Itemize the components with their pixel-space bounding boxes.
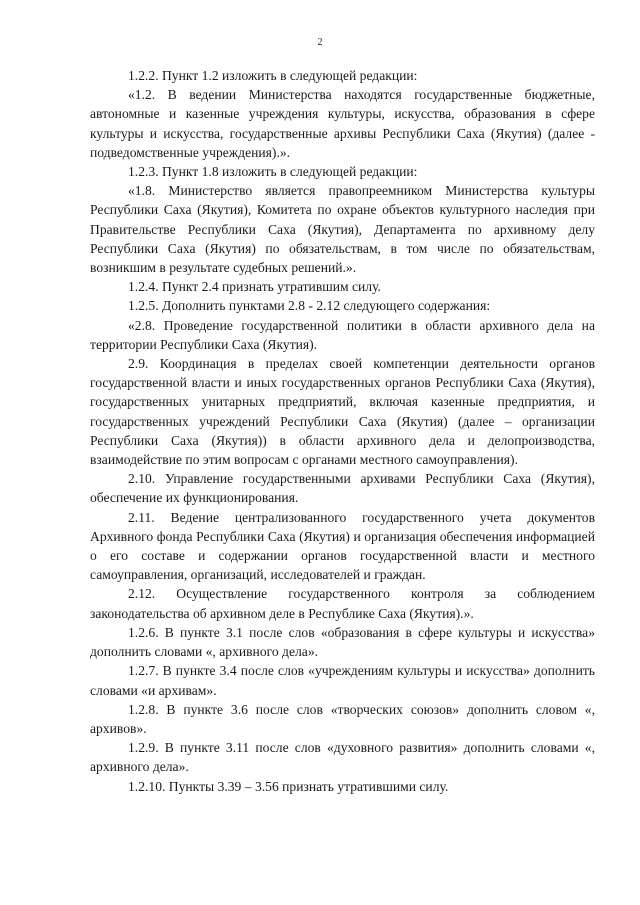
- paragraph-2-10: 2.10. Управление государственными архивами Республики Саха (Якутия), обеспечение их функционирования.: [90, 471, 595, 506]
- paragraph-1-2-6: 1.2.6. В пункте 3.1 после слов «образования в сфере культуры и искусства» дополнить словами «, архивного дела».: [90, 624, 595, 660]
- paragraph-2-11: 2.11. Ведение централизованного государственного учета документов Архивного фонда Республики Саха (Якутия) и организация обеспечения информацией о его составе и содержании органов государственной власти и местного самоуправления, организаций, исследователей и граждан.: [90, 509, 595, 583]
- paragraph-1-2-8: 1.2.8. В пункте 3.6 после слов «творческих союзов» дополнить словом «, архивов».: [90, 701, 595, 736]
- paragraph-quote-1-2: «1.2. В ведении Министерства находятся государственные бюджетные, автономные и казенные учреждения культуры, искусства, образования в сфере культуры и искусства, государственные архивы Республики Саха (Якутия) (далее - подведомственные учреждения).».: [90, 87, 595, 160]
- paragraph-1-2-5: 1.2.5. Дополнить пунктами 2.8 - 2.12 следующего содержания:: [128, 298, 491, 314]
- paragraph-1-2-7: 1.2.7. В пункте 3.4 после слов «учреждениям культуры и искусства» дополнить словами «и архивам».: [90, 663, 595, 698]
- paragraph-quote-2-8: «2.8. Проведение государственной политики в области архивного дела на территории Республики Саха (Якутия).: [90, 317, 595, 352]
- paragraph-2-9: 2.9. Координация в пределах своей компетенции деятельности органов государственной власти и иных государственных органов Республики Саха (Якутия), государственных унитарных предприятий, включая казенные предприятия, и государственных учреждений Республики Саха (Якутия) (далее – организации Республики Саха (Якутия)) в области архивного дела и делопроизводства, взаимодействие по этим вопросам с органами местного самоуправления).: [90, 356, 595, 468]
- document-body: [90, 66, 595, 796]
- paragraph-2-12: 2.12. Осуществление государственного контроля за соблюдением законодательства об архивном деле в Республике Саха (Якутия).».: [90, 586, 595, 621]
- paragraph-1-2-3: 1.2.3. Пункт 1.8 изложить в следующей редакции:: [128, 164, 418, 180]
- paragraph-1-2-2: 1.2.2. Пункт 1.2 изложить в следующей редакции:: [128, 68, 418, 83]
- paragraph-1-2-10: 1.2.10. Пункты 3.39 – 3.56 признать утратившими силу.: [128, 778, 449, 794]
- paragraph-1-2-4: 1.2.4. Пункт 2.4 признать утратившим силу.: [128, 279, 381, 295]
- page-number: 2: [317, 37, 323, 48]
- paragraph-1-2-9: 1.2.9. В пункте 3.11 после слов «духовного развития» дополнить словами «, архивного дела».: [90, 740, 595, 775]
- paragraph-quote-1-8: «1.8. Министерство является правопреемником Министерства культуры Республики Саха (Якутия), Комитета по охране объектов культурного наследия при Правительстве Республики Саха (Якутия), Департамента по архивному делу Республики Саха (Якутия) по обязательствам, в том числе по обязательствам, возникшим в результате судебных решений.».: [90, 183, 595, 276]
